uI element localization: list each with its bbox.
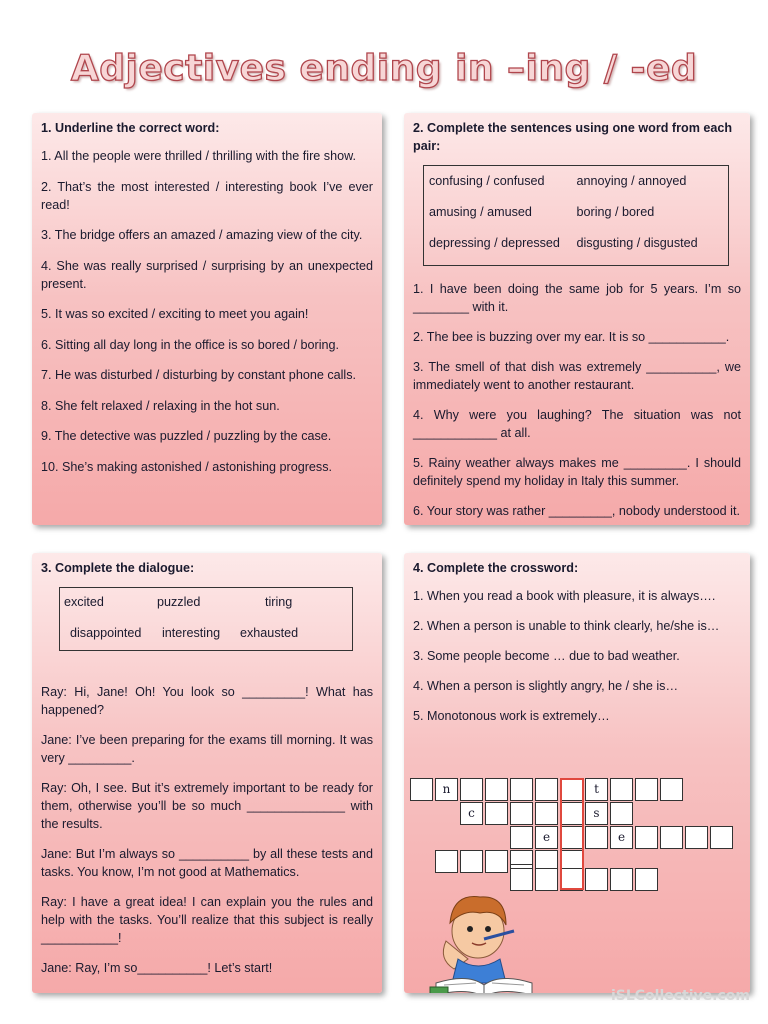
- watermark: iSLCollective.com: [610, 988, 750, 1004]
- word-pairs-box: [423, 165, 729, 266]
- crossword-cell[interactable]: [635, 868, 658, 891]
- crossword-cell[interactable]: [535, 802, 558, 825]
- crossword-cell[interactable]: n: [435, 778, 458, 801]
- word-bank-box: [59, 587, 353, 651]
- crossword-cell[interactable]: [635, 826, 658, 849]
- exercise-item: 4. She was really surprised / surprising by an unexpected present.: [41, 258, 373, 291]
- crossword-clue: 5. Monotonous work is extremely…: [413, 709, 610, 723]
- word-bank-word: interesting: [162, 626, 221, 640]
- section-complete-sentences: [404, 113, 750, 525]
- exercise-item: 6. Your story was rather _________, nobody understood it.: [413, 504, 740, 518]
- worksheet-title: Adjectives ending in –ing / -ed: [70, 48, 698, 89]
- crossword-cell[interactable]: [485, 778, 508, 801]
- word-pair: confusing / confused: [429, 174, 545, 188]
- crossword-cell[interactable]: [685, 826, 708, 849]
- crossword-cell[interactable]: [460, 850, 483, 873]
- dialogue: [41, 683, 373, 977]
- exercise-item: 8. She felt relaxed / relaxing in the hot sun.: [41, 398, 280, 413]
- crossword-cell[interactable]: [635, 778, 658, 801]
- section-heading: 1. Underline the correct word:: [41, 121, 220, 135]
- word-pair: depressing / depressed: [429, 236, 560, 250]
- crossword-cell[interactable]: [510, 778, 533, 801]
- crossword-cell[interactable]: [460, 778, 483, 801]
- exercise-item: 5. Rainy weather always makes me _________. I should definitely spend my holiday in Italy this summer.: [413, 456, 741, 488]
- word-bank-word: tiring: [265, 595, 293, 609]
- dialogue-line: Jane: Ray, I’m so__________! Let’s start!: [41, 961, 273, 975]
- crossword-clue: 3. Some people become … due to bad weather.: [413, 649, 680, 663]
- exercise-item: 5. It was so excited / exciting to meet you again!: [41, 307, 309, 321]
- crossword-cell[interactable]: s: [585, 802, 608, 825]
- word-pair: boring / bored: [576, 205, 655, 219]
- crossword-cell[interactable]: [660, 778, 683, 801]
- crossword-clue: 4. When a person is slightly angry, he / she is…: [413, 679, 679, 693]
- section-heading: 2. Complete the sentences using one word from each pair:: [413, 121, 733, 153]
- dialogue-line: Jane: But I’m always so __________ by all these tests and tasks. You know, I’m not good at Mathematics.: [41, 847, 373, 879]
- exercise-item: 1. All the people were thrilled / thrilling with the fire show.: [41, 149, 357, 163]
- exercise-item: 2. The bee is buzzing over my ear. It is so ___________.: [413, 330, 730, 344]
- crossword-cell[interactable]: [610, 778, 633, 801]
- crossword-highlight-column: [560, 778, 584, 890]
- dialogue-line: Ray: Hi, Jane! Oh! You look so _________! What has happened?: [41, 685, 373, 717]
- exercise-item: 9. The detective was puzzled / puzzling by the case.: [41, 429, 332, 443]
- crossword-cell[interactable]: [585, 826, 608, 849]
- exercise-item: 4. Why were you laughing? The situation was not ____________ at all.: [413, 408, 741, 440]
- crossword-cell[interactable]: [510, 826, 533, 849]
- word-bank-word: excited: [64, 595, 104, 609]
- word-pair: annoying / annoyed: [576, 174, 687, 188]
- dialogue-line: Ray: I have a great idea! I can explain you the rules and help with the tasks. You’ll realize that this subject is really ___________!: [41, 895, 373, 945]
- crossword-cell[interactable]: [535, 778, 558, 801]
- crossword-cell[interactable]: [610, 802, 633, 825]
- section-dialogue: [32, 553, 382, 993]
- crossword-cell[interactable]: [485, 802, 508, 825]
- exercise-item: 3. The bridge offers an amazed / amazing view of the city.: [41, 228, 363, 242]
- boy-reading-illustration: [428, 879, 538, 993]
- word-bank-word: exhausted: [240, 626, 299, 640]
- section-crossword: [404, 553, 750, 993]
- crossword-cell[interactable]: [585, 868, 608, 891]
- crossword-grid[interactable]: [410, 778, 750, 890]
- crossword-cell[interactable]: t: [585, 778, 608, 801]
- exercise-item: 6. Sitting all day long in the office is so bored / boring.: [41, 337, 340, 352]
- crossword-cell[interactable]: [535, 868, 558, 891]
- word-bank-word: disappointed: [70, 626, 142, 640]
- crossword-cell[interactable]: [710, 826, 733, 849]
- exercise-item: 2. That’s the most interested / interesting book I’ve ever read!: [41, 179, 373, 212]
- word-bank-word: puzzled: [157, 595, 201, 609]
- crossword-cell[interactable]: [485, 850, 508, 873]
- section-heading: 4. Complete the crossword:: [413, 561, 579, 575]
- crossword-cell[interactable]: [410, 778, 433, 801]
- crossword-cell[interactable]: [610, 868, 633, 891]
- crossword-cell[interactable]: [660, 826, 683, 849]
- crossword-cell[interactable]: e: [610, 826, 633, 849]
- exercise-item: 1. I have been doing the same job for 5 years. I’m so ________ with it.: [413, 282, 741, 314]
- crossword-clue: 1. When you read a book with pleasure, it is always….: [413, 589, 716, 603]
- crossword-cell[interactable]: [435, 850, 458, 873]
- exercise-item: 10. She’s making astonished / astonishing progress.: [41, 459, 332, 474]
- crossword-cell[interactable]: [510, 802, 533, 825]
- section-underline: [32, 113, 382, 525]
- exercise-item: 3. The smell of that dish was extremely __________, we immediately went to another restaurant.: [413, 360, 741, 392]
- dialogue-line: Ray: Oh, I see. But it’s extremely important to be ready for them, otherwise you’ll be so much ______________ with the results.: [41, 781, 373, 831]
- crossword-clue: 2. When a person is unable to think clearly, he/she is…: [413, 619, 720, 633]
- word-pair: disgusting / disgusted: [576, 236, 698, 250]
- crossword-cell[interactable]: e: [535, 826, 558, 849]
- exercise-item: 7. He was disturbed / disturbing by constant phone calls.: [41, 368, 357, 382]
- dialogue-line: Jane: I’ve been preparing for the exams till morning. It was very _________.: [41, 733, 373, 765]
- word-pair: amusing / amused: [429, 205, 532, 219]
- section-heading: 3. Complete the dialogue:: [41, 561, 195, 575]
- crossword-cell[interactable]: c: [460, 802, 483, 825]
